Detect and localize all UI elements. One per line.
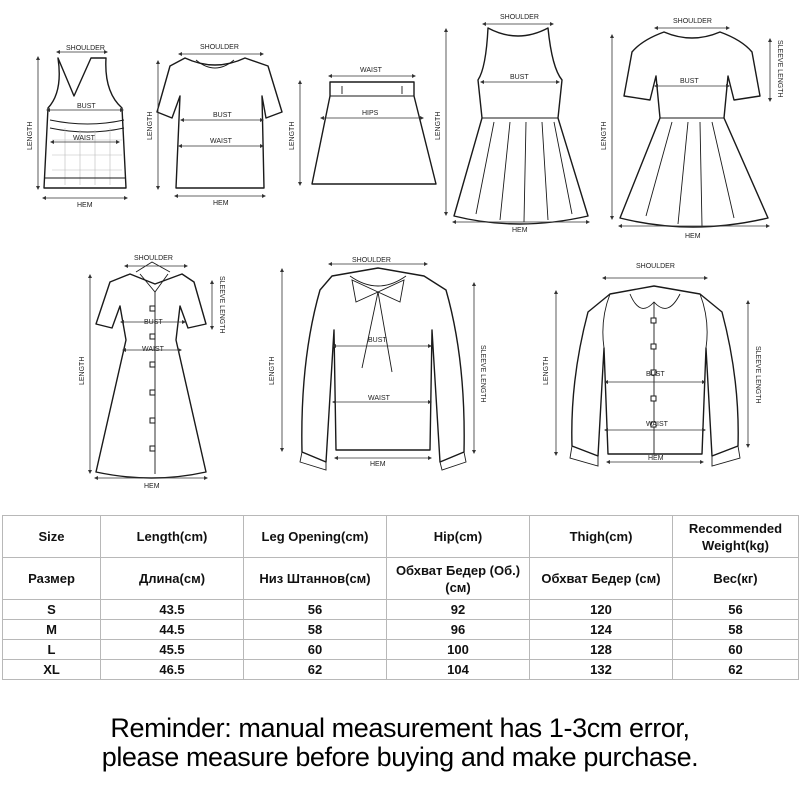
table-cell: 46.5	[101, 660, 244, 680]
table-cell: 96	[387, 620, 530, 640]
waist-label: WAIST	[360, 67, 382, 74]
table-header-russian	[3, 558, 799, 600]
length-label: LENGTH	[601, 121, 608, 150]
sleeve-length-label: SLEEVE LENGTH	[754, 346, 761, 404]
table-row	[3, 620, 799, 640]
size-chart-table	[2, 515, 799, 680]
table-cell: 56	[244, 600, 387, 620]
button-shirt-diagram	[543, 263, 761, 466]
length-label: LENGTH	[269, 356, 276, 385]
table-cell: 60	[244, 640, 387, 660]
length-label: LENGTH	[27, 121, 34, 150]
table-cell: 60	[673, 640, 799, 660]
waist-label: WAIST	[646, 421, 668, 428]
header-cell: Hip(cm)	[387, 516, 530, 558]
short-sleeve-dress-diagram	[601, 18, 783, 240]
table-cell: 44.5	[101, 620, 244, 640]
hem-label: HEM	[144, 483, 160, 490]
tank-top-diagram	[27, 45, 126, 209]
waist-label: WAIST	[210, 138, 232, 145]
sleeve-length-label: SLEEVE LENGTH	[479, 345, 486, 403]
table-cell: 58	[244, 620, 387, 640]
length-label: LENGTH	[289, 121, 296, 150]
table-cell: 132	[530, 660, 673, 680]
waist-label: WAIST	[73, 135, 95, 142]
sleeve-length-label: SLEEVE LENGTH	[218, 276, 225, 334]
header-cell: Размер	[3, 558, 101, 600]
header-cell: Обхват Бедер (см)	[530, 558, 673, 600]
hips-label: HIPS	[362, 110, 379, 117]
t-shirt-diagram	[147, 44, 282, 207]
bust-label: BUST	[144, 319, 163, 326]
reminder-line-1: Reminder: manual measurement has 1-3cm error,	[110, 713, 690, 743]
table-cell: 92	[387, 600, 530, 620]
shoulder-label: SHOULDER	[636, 263, 675, 270]
table-cell: L	[3, 640, 101, 660]
table-cell: 104	[387, 660, 530, 680]
shoulder-label: SHOULDER	[500, 14, 539, 21]
table-cell: M	[3, 620, 101, 640]
sleeve-length-label: SLEEVE LENGTH	[776, 40, 783, 98]
hem-label: HEM	[370, 461, 386, 468]
table-cell: 124	[530, 620, 673, 640]
length-label: LENGTH	[147, 111, 154, 140]
bust-label: BUST	[510, 74, 529, 81]
hem-label: HEM	[77, 202, 93, 209]
table-cell: 100	[387, 640, 530, 660]
table-cell: 58	[673, 620, 799, 640]
reminder-line-2: please measure before buying and make purchase.	[101, 742, 699, 772]
shoulder-label: SHOULDER	[200, 44, 239, 51]
table-cell: S	[3, 600, 101, 620]
header-cell: Длина(см)	[101, 558, 244, 600]
table-cell: XL	[3, 660, 101, 680]
hem-label: HEM	[213, 200, 229, 207]
shoulder-label: SHOULDER	[352, 257, 391, 264]
table-cell: 45.5	[101, 640, 244, 660]
waist-label: WAIST	[368, 395, 390, 402]
header-cell: Низ Штаннов(см)	[244, 558, 387, 600]
header-cell: Recommended Weight(kg)	[673, 516, 799, 558]
reminder-note	[0, 714, 800, 772]
skirt-diagram	[289, 67, 436, 184]
shoulder-label: SHOULDER	[134, 255, 173, 262]
hem-label: HEM	[648, 455, 664, 462]
table-cell: 62	[244, 660, 387, 680]
table-cell: 56	[673, 600, 799, 620]
table-cell: 128	[530, 640, 673, 660]
shirt-dress-diagram	[79, 255, 225, 490]
table-row	[3, 640, 799, 660]
length-label: LENGTH	[435, 111, 442, 140]
table-cell: 120	[530, 600, 673, 620]
header-cell: Thigh(cm)	[530, 516, 673, 558]
hem-label: HEM	[512, 227, 528, 234]
bust-label: BUST	[368, 337, 387, 344]
table-cell: 62	[673, 660, 799, 680]
length-label: LENGTH	[543, 356, 550, 385]
bust-label: BUST	[646, 371, 665, 378]
shoulder-label: SHOULDER	[66, 45, 105, 52]
sleeveless-dress-diagram	[435, 14, 588, 234]
bust-label: BUST	[680, 78, 699, 85]
header-cell: Вес(кг)	[673, 558, 799, 600]
bust-label: BUST	[77, 103, 96, 110]
shoulder-label: SHOULDER	[673, 18, 712, 25]
header-cell: Обхват Бедер (Об.)(см)	[387, 558, 530, 600]
header-cell: Size	[3, 516, 101, 558]
waist-label: WAIST	[142, 346, 164, 353]
table-row	[3, 600, 799, 620]
length-label: LENGTH	[79, 356, 86, 385]
header-cell: Length(cm)	[101, 516, 244, 558]
bow-blouse-diagram	[269, 257, 486, 470]
table-header-english	[3, 516, 799, 558]
table-row	[3, 660, 799, 680]
table-cell: 43.5	[101, 600, 244, 620]
header-cell: Leg Opening(cm)	[244, 516, 387, 558]
hem-label: HEM	[685, 233, 701, 240]
bust-label: BUST	[213, 112, 232, 119]
